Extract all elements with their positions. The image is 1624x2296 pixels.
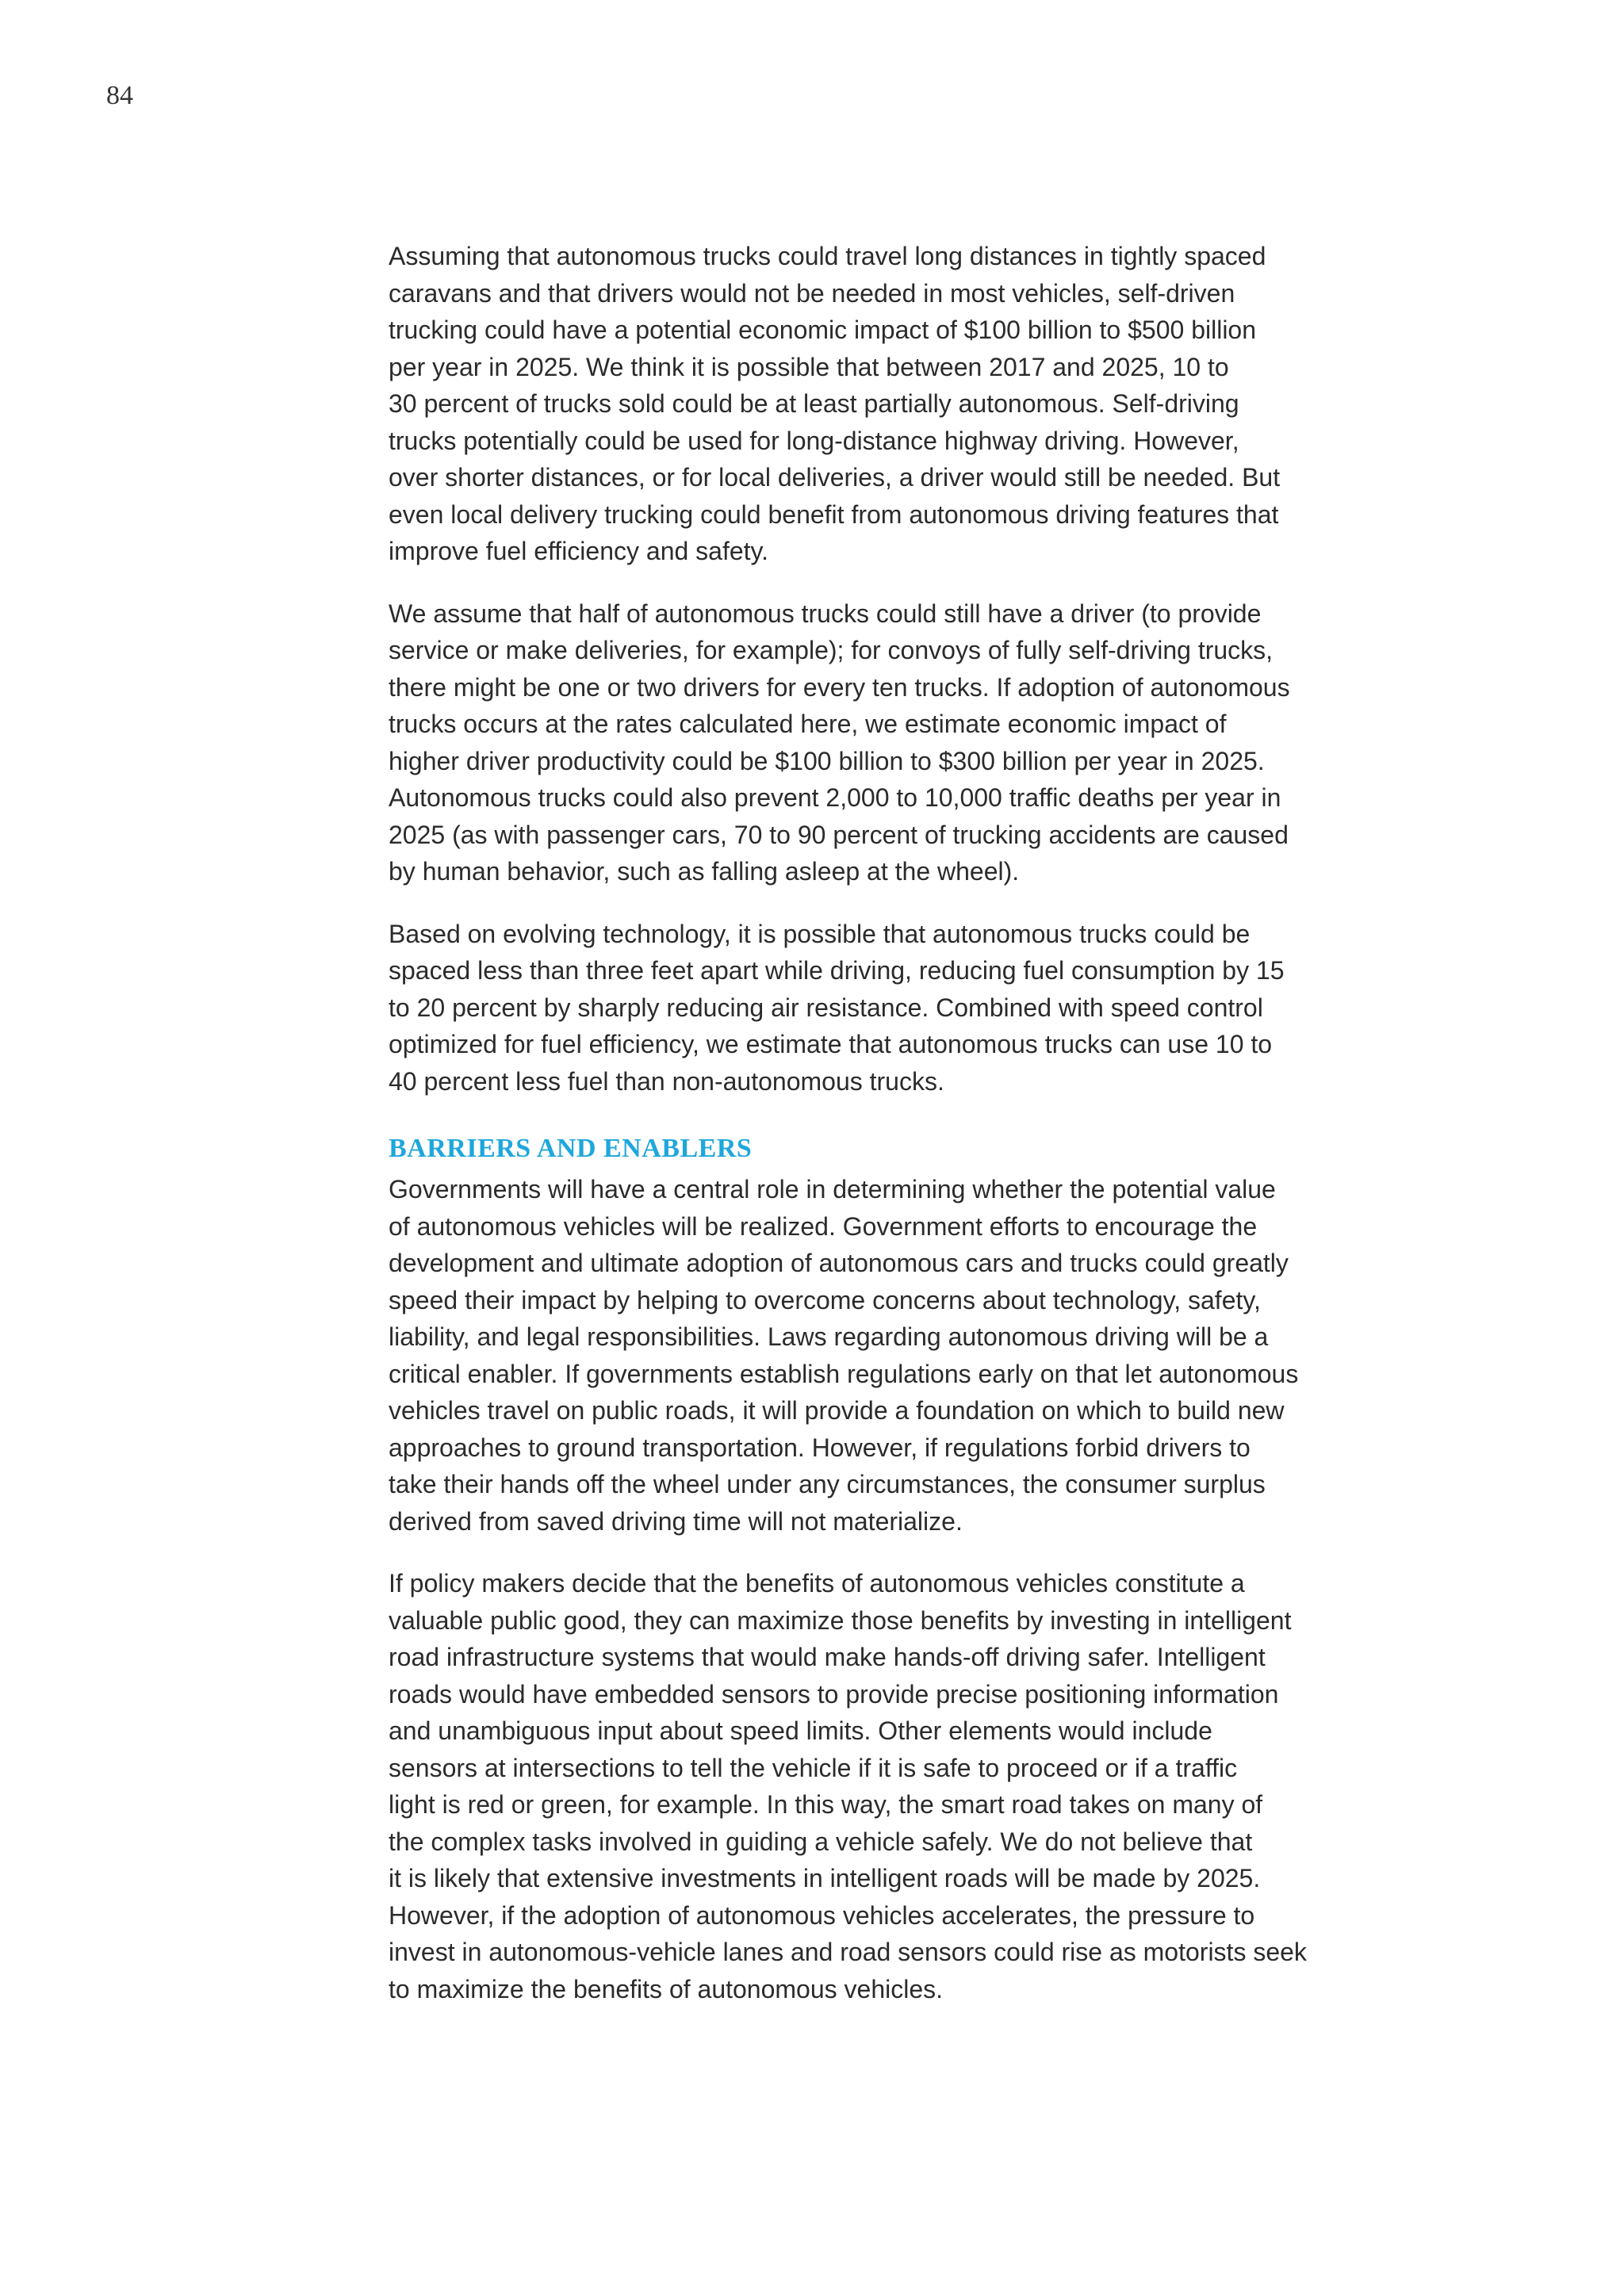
paragraph-truck-economic-impact: Assuming that autonomous trucks could travel long distances in tightly spaced caravans and that drivers would not be needed in most vehicles, self-driven trucking could have a potential economic impact of $100 billion to $500 billion per year in 2025. We think it is possible that between 2017 and 2025, 10 to 30 percent of trucks sold could be at least partially autonomous. Self-driving trucks potentially could be used for long-distance highway driving. However, over shorter distances, or for local deliveries, a driver would still be needed. But even local delivery trucking could benefit from autonomous driving features that improve fuel efficiency and safety. [389,242,1281,565]
paragraph-government-role: Governments will have a central role in determining whether the potential value of autonomous vehicles will be realized. Government efforts to encourage the development and ultimate adoption of autonomous cars and trucks could greatly speed their impact by helping to overcome concerns about technology, safety, liability, and legal responsibilities. Laws regarding autonomous driving will be a critical enabler. If governments establish regulations early on that let autonomous vehicles travel on public roads, it will provide a foundation on which to build new approaches to ground transportation. However, if regulations forbid drivers to take their hands off the wheel under any circumstances, the consumer surplus derived from saved driving time will not materialize. [389,1175,1299,1536]
paragraph-intelligent-roads: If policy makers decide that the benefits of autonomous vehicles constitute a valuable public good, they can maximize those benefits by investing in intelligent road infrastructure systems that would make hands-off driving safer. Intelligent roads would have embedded sensors to provide precise positioning information and unambiguous input about speed limits. Other elements would include sensors at intersections to tell the vehicle if it is safe to proceed or if a traffic light is red or green, for example. In this way, the smart road takes on many of the complex tasks involved in guiding a vehicle safely. We do not believe that it is likely that extensive investments in intelligent roads will be made by 2025. However, if the adoption of autonomous vehicles accelerates, the pressure to invest in autonomous-vehicle lanes and road sensors could rise as motorists seek to maximize the benefits of autonomous vehicles. [389,1569,1307,2003]
section-heading-barriers-enablers: BARRIERS AND ENABLERS [389,1134,753,1163]
page-number: 84 [106,81,133,110]
paragraph-driver-productivity: We assume that half of autonomous trucks could still have a driver (to provide service or make deliveries, for example); for convoys of fully self-driving trucks, there might be one or two drivers for every ten trucks. If adoption of autonomous trucks occurs at the rates calculated here, we estimate economic impact of higher driver productivity could be $100 billion to $300 billion per year in 2025. Autonomous trucks could also prevent 2,000 to 10,000 traffic deaths per year in 2025 (as with passenger cars, 70 to 90 percent of trucking accidents are caused by human behavior, such as falling asleep at the wheel). [389,599,1290,886]
paragraph-fuel-consumption: Based on evolving technology, it is possible that autonomous trucks could be spaced less than three feet apart while driving, reducing fuel consumption by 15 to 20 percent by sharply reducing air resistance. Combined with speed control optimized for fuel efficiency, we estimate that autonomous trucks can use 10 to 40 percent less fuel than non-autonomous trucks. [389,919,1285,1096]
body-content [389,238,1380,2033]
